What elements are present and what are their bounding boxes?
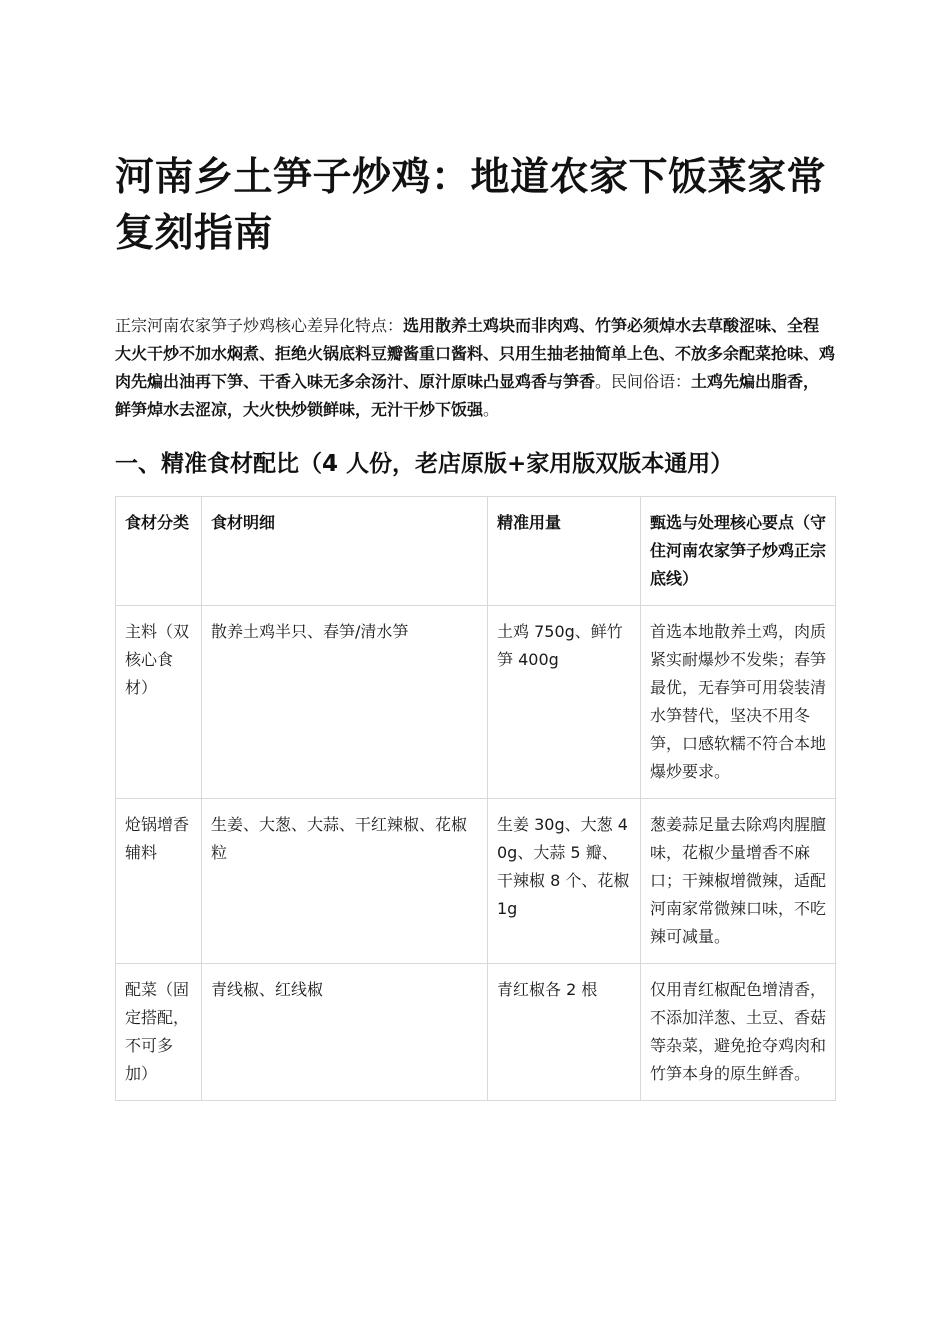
header-category: 食材分类 [116, 497, 202, 606]
cell-amount: 青红椒各 2 根 [488, 964, 641, 1101]
intro-saying-lead: 民间俗语： [611, 372, 692, 391]
cell-detail: 散养土鸡半只、春笋/清水笋 [202, 606, 488, 799]
intro-features: 选用散养土鸡块而非肉鸡、竹笋必须焯水去草酸涩味、全程大火干炒不加水焖煮、拒绝火锅底料豆瓣酱重口酱料、只用生抽老抽简单上色、不放多余配菜抢味、鸡肉先煸出油再下笋、干香入味无多余汤汁、原汁原味凸显鸡香与笋香 [115, 316, 836, 391]
cell-category: 主料（双核心食材） [116, 606, 202, 799]
table-row [116, 606, 836, 799]
intro-period: 。 [595, 372, 612, 391]
table-row [116, 799, 836, 964]
document-page [115, 150, 835, 1101]
header-notes: 甄选与处理核心要点（守住河南农家笋子炒鸡正宗底线） [641, 497, 836, 606]
header-detail: 食材明细 [202, 497, 488, 606]
cell-detail: 青线椒、红线椒 [202, 964, 488, 1101]
intro-saying-end: 。 [483, 400, 500, 419]
cell-notes: 葱姜蒜足量去除鸡肉腥膻味，花椒少量增香不麻口；干辣椒增微辣，适配河南家常微辣口味，不吃辣可减量。 [641, 799, 836, 964]
page-title: 河南乡土笋子炒鸡：地道农家下饭菜家常复刻指南 [115, 155, 827, 256]
header-amount: 精准用量 [488, 497, 641, 606]
section-heading-ingredients: 一、精准食材配比（4 人份，老店原版+家用版双版本通用） [115, 451, 734, 477]
cell-notes: 仅用青红椒配色增清香，不添加洋葱、土豆、香菇等杂菜，避免抢夺鸡肉和竹笋本身的原生鲜香。 [641, 964, 836, 1101]
cell-category: 配菜（固定搭配，不可多加） [116, 964, 202, 1101]
cell-detail: 生姜、大葱、大蒜、干红辣椒、花椒粒 [202, 799, 488, 964]
intro-paragraph [115, 312, 835, 424]
table-header-row [116, 497, 836, 606]
cell-category: 炝锅增香辅料 [116, 799, 202, 964]
intro-lead: 正宗河南农家笋子炒鸡核心差异化特点： [115, 316, 404, 335]
cell-amount: 土鸡 750g、鲜竹笋 400g [488, 606, 641, 799]
cell-amount: 生姜 30g、大葱 40g、大蒜 5 瓣、干辣椒 8 个、花椒 1g [488, 799, 641, 964]
cell-notes: 首选本地散养土鸡，肉质紧实耐爆炒不发柴；春笋最优，无春笋可用袋装清水笋替代，坚决不用冬笋，口感软糯不符合本地爆炒要求。 [641, 606, 836, 799]
table-row [116, 964, 836, 1101]
intro-saying: 土鸡先煸出脂香，鲜笋焯水去涩凉，大火快炒锁鲜味，无汁干炒下饭强 [115, 372, 820, 419]
ingredients-table [115, 496, 836, 1101]
